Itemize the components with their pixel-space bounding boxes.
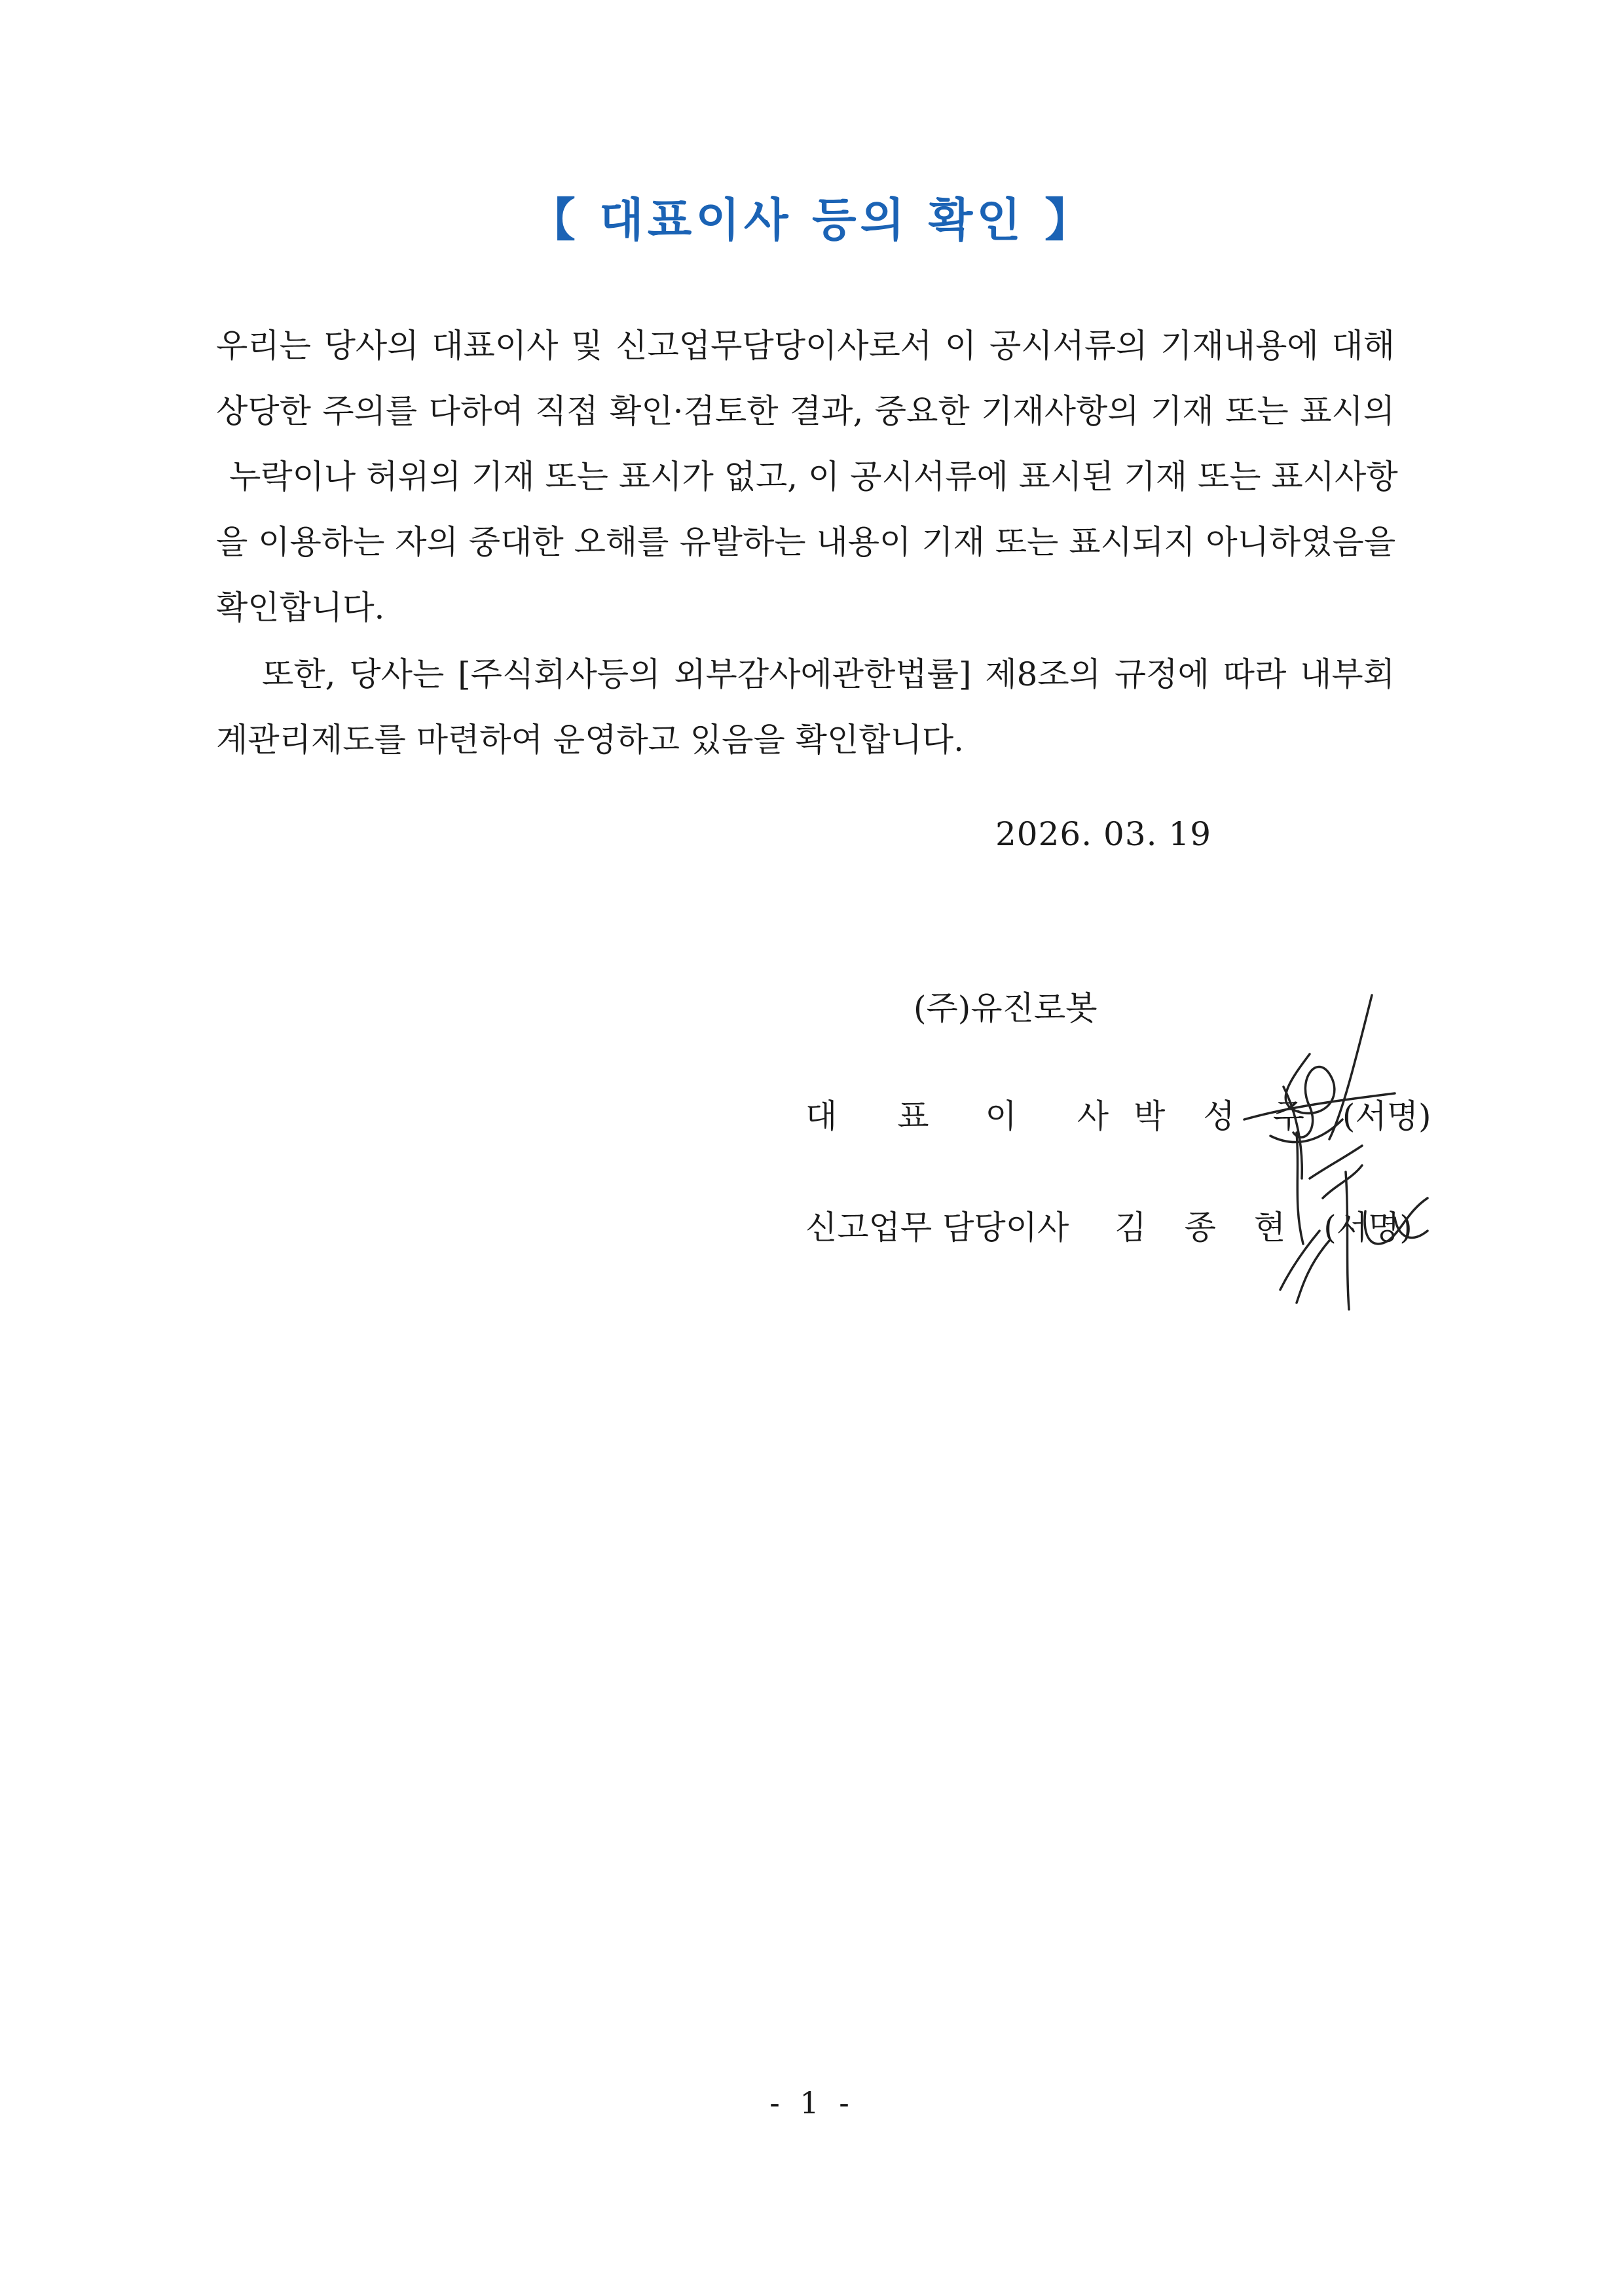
ceo-title-part: 이 사	[985, 1097, 1134, 1135]
paragraph-line: 을 이용하는 자의 중대한 오해를 유발하는 내용이 기재 또는 표시되지 아니하였음을	[216, 523, 1396, 561]
officer-sign-label: (서명)	[1323, 1209, 1412, 1247]
officer-name: 김종현	[1115, 1209, 1324, 1247]
paragraph-line: 상당한 주의를 다하여 직접 확인·검토한 결과, 중요한 기재사항의 기재 또는 표시의	[216, 392, 1395, 430]
document-title: 【 대표이사 등의 확인 】	[529, 193, 1095, 247]
company-name: (주)유진로봇	[913, 989, 1098, 1027]
ceo-sign-label: (서명)	[1342, 1097, 1431, 1135]
paragraph-line: 우리는 당사의 대표이사 및 신고업무담당이사로서 이 공시서류의 기재내용에 대해	[216, 327, 1395, 365]
ceo-title-part: 대 표	[805, 1097, 954, 1135]
officer-title: 신고업무 담당이사	[805, 1209, 1069, 1247]
paragraph-line: 계관리제도를 마련하여 운영하고 있음을 확인합니다.	[216, 721, 965, 759]
paragraph-line: 확인합니다.	[216, 589, 385, 627]
ceo-name: 박성주	[1134, 1097, 1342, 1135]
confirmation-paragraph	[216, 313, 1398, 640]
page-number: - 1 -	[769, 2085, 855, 2121]
internal-control-paragraph	[216, 642, 1395, 773]
paragraph-line: 누락이나 허위의 기재 또는 표시가 없고, 이 공시서류에 표시된 기재 또는 표시사항	[229, 458, 1398, 496]
document-date: 2026. 03. 19	[995, 815, 1212, 853]
paragraph-line: 또한, 당사는 [주식회사등의 외부감사에관한법률] 제8조의 규정에 따라 내부회	[262, 655, 1395, 693]
handwritten-signature	[1231, 982, 1454, 1322]
